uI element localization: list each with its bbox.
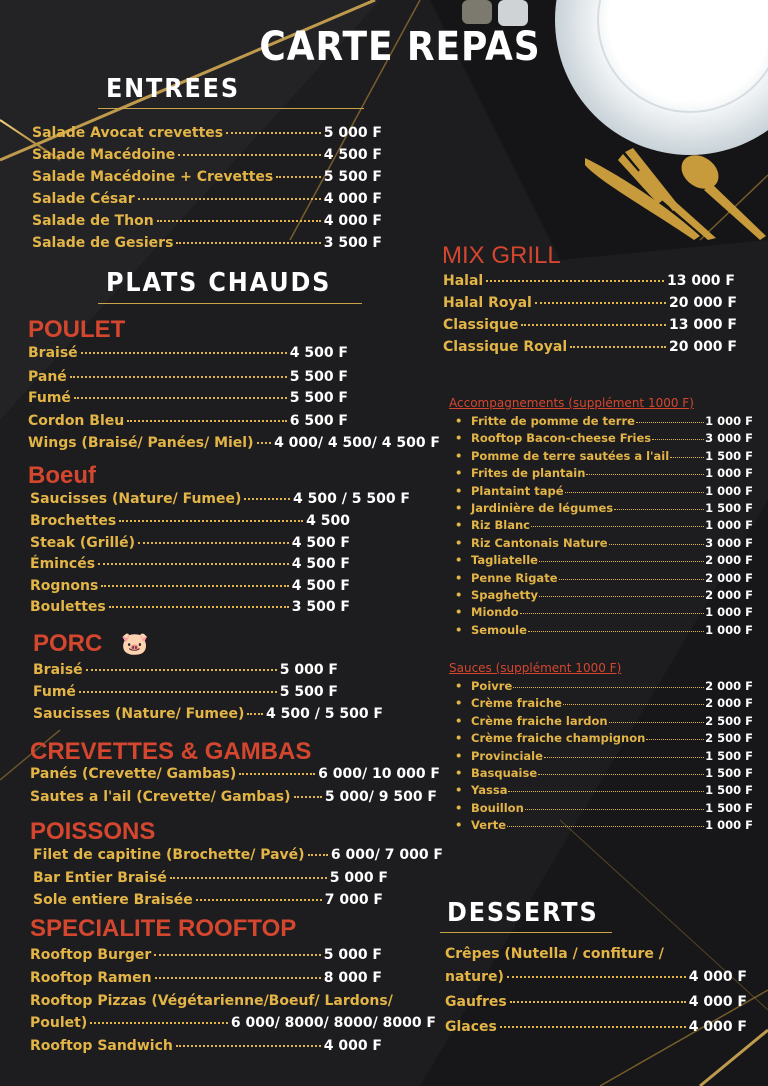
dot-leader: [257, 442, 272, 444]
item-price: 1 000 F: [705, 622, 753, 637]
item-price: 4 500 / 5 500 F: [293, 491, 410, 507]
item-label: Riz Cantonais Nature: [471, 535, 608, 550]
item-price: 2 500 F: [705, 731, 753, 746]
bullet-icon: •: [455, 622, 463, 637]
dot-leader: [528, 631, 704, 632]
rooftop-item: [30, 947, 382, 963]
bullet-icon: •: [455, 731, 463, 746]
dot-leader: [247, 713, 263, 715]
item-label: Fumé: [33, 684, 76, 700]
item-label: Steak (Grillé): [30, 535, 135, 551]
item-price: 3 000 F: [705, 431, 753, 446]
item-price: 4 500 F: [291, 578, 350, 594]
item-price: 4 000 F: [323, 191, 382, 207]
item-label: Boulettes: [30, 599, 106, 615]
item-price: 1 000 F: [705, 466, 753, 481]
item-price: 13 000 F: [666, 273, 735, 289]
item-price: 5 000 F: [279, 662, 338, 678]
accompagnements-item: [455, 501, 753, 515]
item-price: 5 500 F: [323, 169, 382, 185]
item-price: 4 500 F: [291, 535, 350, 551]
poulet-item: [28, 413, 348, 429]
dot-leader: [539, 596, 704, 597]
item-label: Pomme de terre sautées a l'ail: [471, 448, 670, 463]
item-label: Bouillon: [471, 800, 524, 815]
item-price: 20 000 F: [668, 339, 737, 355]
item-price: 4 500 F: [291, 556, 350, 572]
item-price: 1 000 F: [705, 483, 753, 498]
item-price: 4 500: [306, 513, 350, 529]
desserts-rule: [440, 932, 612, 933]
porc-item: [33, 706, 383, 722]
item-price: 8 000 F: [323, 970, 382, 986]
dot-leader: [176, 1045, 321, 1047]
item-price: 2 000 F: [705, 588, 753, 602]
entrees-item: [32, 213, 382, 229]
dot-leader: [646, 739, 704, 740]
poissons-item: [33, 847, 443, 863]
bullet-icon: •: [455, 553, 463, 568]
item-label: Wings (Braisé/ Panées/ Miel): [28, 435, 254, 451]
item-price: 1 000 F: [705, 818, 753, 833]
item-label: Salade Macédoine: [32, 147, 176, 163]
item-label: Crème fraiche: [471, 696, 562, 711]
item-label: Sole entiere Braisée: [33, 892, 193, 908]
item-label: Semoule: [471, 622, 527, 637]
item-label: Provinciale: [471, 748, 543, 763]
bullet-icon: •: [455, 800, 463, 815]
item-price: 1 500 F: [705, 783, 753, 798]
boeuf-heading: Boeuf: [28, 462, 96, 489]
item-label: Salade César: [32, 191, 135, 207]
entrees-heading: ENTREES: [106, 74, 240, 104]
entrees-item: [32, 125, 382, 141]
rooftop-heading: SPECIALITE ROOFTOP: [30, 915, 297, 942]
item-label: Frites de plantain: [471, 466, 586, 481]
item-label: Riz Blanc: [471, 518, 530, 533]
item-label: Fritte de pomme de terre: [471, 414, 635, 428]
item-label: Émincés: [30, 556, 96, 572]
accompagnements-item: [455, 588, 753, 602]
item-label: Spaghetty: [471, 588, 538, 602]
item-label: Rooftop Bacon-cheese Fries: [471, 431, 652, 446]
item-price: 1 000 F: [705, 414, 753, 428]
dot-leader: [508, 791, 704, 792]
sauces-heading: Sauces (supplément 1000 F): [449, 661, 622, 675]
item-price: 2 000 F: [705, 679, 753, 693]
poulet-heading: POULET: [28, 316, 126, 343]
dot-leader: [239, 773, 315, 775]
bullet-icon: •: [455, 518, 463, 533]
item-label: Crème fraiche champignon: [471, 731, 646, 746]
crevettes-item: [30, 789, 437, 805]
item-price: 4 000 F: [688, 994, 747, 1010]
dot-leader: [614, 509, 704, 510]
mix-grill-item: [443, 273, 735, 289]
porc-item: [33, 684, 338, 700]
entrees-item: [32, 191, 382, 207]
dot-leader: [74, 397, 287, 399]
item-label: Salade de Thon: [32, 213, 154, 229]
accompagnements-item: [455, 623, 753, 637]
boeuf-item: [30, 578, 350, 594]
sauces-item: [455, 714, 753, 728]
porc-item: [33, 662, 338, 678]
boeuf-item: [30, 513, 350, 529]
item-label: Halal: [443, 273, 484, 289]
accompagnements-heading: Accompagnements (supplément 1000 F): [449, 396, 694, 410]
dot-leader: [138, 542, 289, 544]
item-price: 1 500 F: [705, 748, 753, 763]
dot-leader: [109, 606, 289, 608]
dot-leader: [535, 302, 666, 304]
item-label: nature): [445, 969, 504, 985]
dot-leader: [101, 585, 288, 587]
dot-leader: [90, 1022, 228, 1024]
bullet-icon: •: [455, 783, 463, 798]
dot-leader: [507, 826, 704, 827]
dot-leader: [520, 613, 705, 614]
item-price: 6 000/ 7 000 F: [330, 847, 443, 863]
crepes-line1: Crêpes (Nutella / confiture /: [445, 946, 664, 962]
entrees-rule: [98, 108, 364, 109]
dot-leader: [154, 954, 320, 956]
bullet-icon: •: [455, 570, 463, 585]
dot-leader: [86, 669, 277, 671]
item-label: Halal Royal: [443, 295, 532, 311]
item-label: Basquaise: [471, 766, 538, 780]
poulet-item: [28, 435, 440, 451]
item-label: Bar Entier Braisé: [33, 870, 167, 886]
item-price: 3 000 F: [705, 535, 753, 550]
item-price: 4 500 F: [323, 147, 382, 163]
poissons-heading: POISSONS: [30, 818, 156, 845]
item-label: Gaufres: [445, 994, 507, 1010]
item-label: Braisé: [33, 662, 83, 678]
dot-leader: [178, 154, 320, 156]
item-label: Poulet): [30, 1015, 88, 1031]
item-label: Rooftop Burger: [30, 947, 152, 963]
item-price: 5 500 F: [289, 369, 348, 385]
item-label: Crème fraiche lardon: [471, 713, 608, 728]
bullet-icon: •: [455, 501, 463, 515]
dot-leader: [531, 526, 704, 527]
bullet-icon: •: [455, 696, 463, 711]
porc-heading-text: PORC: [33, 630, 103, 657]
bullet-icon: •: [455, 679, 463, 693]
accompagnements-item: [455, 518, 753, 532]
item-price: 1 000 F: [705, 605, 753, 620]
dot-leader: [119, 520, 303, 522]
item-price: 3 500 F: [323, 235, 382, 251]
pig-emoji-icon: 🐷: [121, 631, 149, 656]
item-label: Rooftop Sandwich: [30, 1038, 173, 1054]
item-label: Penne Rigate: [471, 570, 558, 585]
item-label: Salade de Gesiers: [32, 235, 174, 251]
poulet-item: [28, 345, 348, 361]
item-price: 1 000 F: [705, 518, 753, 533]
item-price: 6 000/ 8000/ 8000/ 8000 F: [230, 1015, 436, 1031]
boeuf-item: [30, 535, 350, 551]
item-price: 4 500 F: [289, 345, 348, 361]
bullet-icon: •: [455, 748, 463, 763]
item-label: Rognons: [30, 578, 99, 594]
dot-leader: [127, 420, 287, 422]
dot-leader: [652, 439, 704, 440]
item-label: Jardinière de légumes: [471, 501, 614, 515]
mix-grill-item: [443, 339, 737, 355]
porc-heading: [33, 630, 148, 658]
accompagnements-item: [455, 466, 753, 480]
dot-leader: [500, 1026, 686, 1028]
accompagnements-item: [455, 536, 753, 550]
sauces-item: [455, 679, 753, 693]
bullet-icon: •: [455, 605, 463, 620]
bullet-icon: •: [455, 766, 463, 780]
rooftop-item: [30, 1015, 436, 1031]
item-label: Braisé: [28, 345, 78, 361]
item-label: Saucisses (Nature/ Fumee): [30, 491, 242, 507]
accompagnements-item: [455, 431, 753, 445]
dot-leader: [538, 774, 704, 775]
entrees-item: [32, 169, 382, 185]
accompagnements-item: [455, 571, 753, 585]
dot-leader: [98, 563, 289, 565]
item-label: Rooftop Ramen: [30, 970, 152, 986]
item-price: 1 500 F: [705, 766, 753, 780]
poulet-item: [28, 369, 348, 385]
plats-chauds-rule: [98, 303, 362, 304]
bullet-icon: •: [455, 414, 463, 428]
item-price: 5 000 F: [329, 870, 388, 886]
item-price: 5 000 F: [323, 947, 382, 963]
entrees-item: [32, 235, 382, 251]
accompagnements-item: [455, 553, 753, 567]
item-label: Saucisses (Nature/ Fumee): [33, 706, 245, 722]
item-label: Filet de capitine (Brochette/ Pavé): [33, 847, 305, 863]
item-price: 1 500 F: [705, 448, 753, 463]
dot-leader: [170, 877, 327, 879]
item-label: Classique: [443, 317, 519, 333]
dot-leader: [244, 498, 290, 500]
bullet-icon: •: [455, 466, 463, 481]
dot-leader: [586, 474, 704, 475]
item-label: Glaces: [445, 1019, 497, 1035]
sauces-item: [455, 783, 753, 797]
item-price: 4 000 F: [688, 1019, 747, 1035]
dot-leader: [157, 220, 321, 222]
dot-leader: [513, 687, 704, 688]
bullet-icon: •: [455, 818, 463, 833]
dot-leader: [563, 704, 704, 705]
dot-leader: [486, 280, 664, 282]
item-label: Plantaint tapé: [471, 483, 564, 498]
mix-grill-item: [443, 317, 737, 333]
item-label: Pané: [28, 369, 67, 385]
accompagnements-item: [455, 414, 753, 428]
dot-leader: [609, 722, 705, 723]
item-price: 5 000/ 9 500 F: [324, 789, 437, 805]
item-price: 20 000 F: [668, 295, 737, 311]
dot-leader: [81, 352, 287, 354]
rooftop-item: [30, 1038, 382, 1054]
item-label: Panés (Crevette/ Gambas): [30, 766, 237, 782]
item-price: 3 500 F: [291, 599, 350, 615]
dot-leader: [521, 324, 666, 326]
item-label: Miondo: [471, 605, 519, 620]
dot-leader: [226, 132, 321, 134]
bullet-icon: •: [455, 448, 463, 463]
mix-grill-item: [443, 295, 737, 311]
item-label: Fumé: [28, 390, 71, 406]
item-price: 2 000 F: [705, 553, 753, 568]
rooftop-pizzas-line1: Rooftop Pizzas (Végétarienne/Boeuf/ Lardons/: [30, 993, 393, 1009]
dot-leader: [636, 422, 704, 423]
sauces-item: [455, 801, 753, 815]
item-label: Brochettes: [30, 513, 117, 529]
item-price: 7 000 F: [324, 892, 383, 908]
sauces-item: [455, 731, 753, 745]
item-label: Verte: [471, 818, 507, 833]
page-title: CARTE REPAS: [259, 24, 541, 70]
item-price: 6 500 F: [289, 413, 348, 429]
entrees-item: [32, 147, 382, 163]
dot-leader: [565, 492, 705, 493]
sauces-item: [455, 749, 753, 763]
sauces-item: [455, 766, 753, 780]
dot-leader: [670, 457, 704, 458]
item-price: 1 500 F: [705, 800, 753, 815]
poissons-item: [33, 870, 388, 886]
item-label: Tagliatelle: [471, 553, 538, 568]
dot-leader: [559, 579, 705, 580]
dot-leader: [507, 976, 686, 978]
accompagnements-item: [455, 605, 753, 619]
dot-leader: [294, 796, 322, 798]
bullet-icon: •: [455, 588, 463, 602]
item-price: 5 500 F: [289, 390, 348, 406]
accompagnements-item: [455, 484, 753, 498]
item-price: 13 000 F: [668, 317, 737, 333]
bullet-icon: •: [455, 535, 463, 550]
dot-leader: [176, 242, 320, 244]
item-price: 2 500 F: [705, 713, 753, 728]
mix-grill-heading: MIX GRILL: [442, 242, 561, 269]
item-price: 6 000/ 10 000 F: [318, 766, 440, 782]
poissons-item: [33, 892, 383, 908]
item-price: 5 000 F: [323, 125, 382, 141]
item-label: Salade Macédoine + Crevettes: [32, 169, 274, 185]
dot-leader: [539, 561, 704, 562]
boeuf-item: [30, 491, 410, 507]
bullet-icon: •: [455, 713, 463, 728]
item-price: 4 000/ 4 500/ 4 500 F: [274, 435, 440, 451]
boeuf-item: [30, 556, 350, 572]
poulet-item: [28, 390, 348, 406]
item-price: 2 000 F: [705, 696, 753, 711]
desserts-item: [445, 1019, 747, 1035]
plats-chauds-heading: PLATS CHAUDS: [106, 268, 332, 298]
sauces-item: [455, 696, 753, 710]
item-price: 4 500 / 5 500 F: [266, 706, 383, 722]
dot-leader: [525, 809, 704, 810]
rooftop-item: [30, 970, 382, 986]
dot-leader: [196, 899, 322, 901]
desserts-item: [445, 969, 747, 985]
item-label: Sautes a l'ail (Crevette/ Gambas): [30, 789, 291, 805]
dot-leader: [570, 346, 666, 348]
accompagnements-item: [455, 449, 753, 463]
boeuf-item: [30, 599, 350, 615]
item-label: Poivre: [471, 679, 513, 693]
dot-leader: [308, 854, 328, 856]
bullet-icon: •: [455, 483, 463, 498]
item-label: Cordon Bleu: [28, 413, 125, 429]
dot-leader: [510, 1001, 686, 1003]
dot-leader: [70, 376, 287, 378]
dot-leader: [155, 977, 321, 979]
crevettes-heading: CREVETTES & GAMBAS: [30, 738, 312, 765]
desserts-item: [445, 994, 747, 1010]
item-price: 4 000 F: [323, 213, 382, 229]
desserts-heading: DESSERTS: [447, 898, 599, 928]
dot-leader: [276, 176, 320, 178]
dot-leader: [79, 691, 277, 693]
item-price: 5 500 F: [279, 684, 338, 700]
dot-leader: [138, 198, 321, 200]
item-label: Classique Royal: [443, 339, 568, 355]
item-label: Yassa: [471, 783, 508, 798]
dot-leader: [609, 544, 705, 545]
item-price: 4 000 F: [323, 1038, 382, 1054]
item-price: 1 500 F: [705, 501, 753, 515]
sauces-item: [455, 818, 753, 832]
dot-leader: [544, 757, 704, 758]
item-price: 4 000 F: [688, 969, 747, 985]
item-price: 2 000 F: [705, 570, 753, 585]
item-label: Salade Avocat crevettes: [32, 125, 224, 141]
bullet-icon: •: [455, 431, 463, 446]
crevettes-item: [30, 766, 440, 782]
